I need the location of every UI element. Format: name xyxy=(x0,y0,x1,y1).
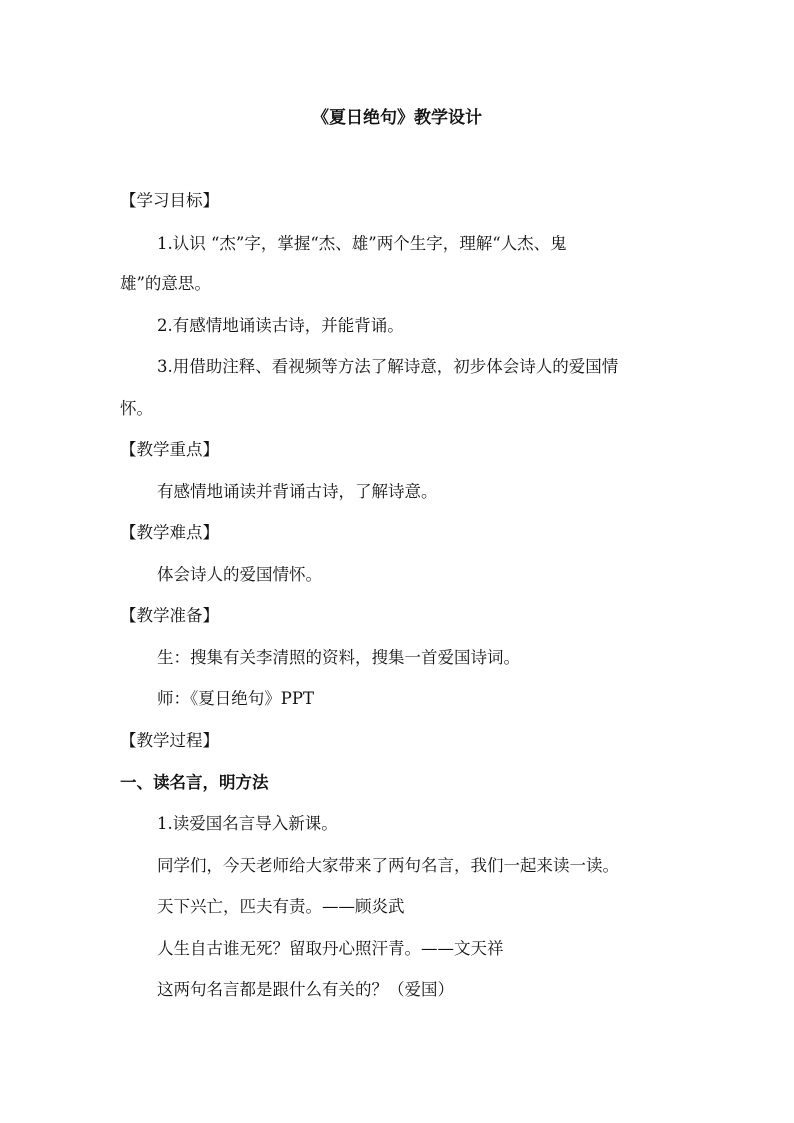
paragraph-line: 生：搜集有关李清照的资料，搜集一首爱国诗词。 xyxy=(157,648,520,667)
paragraph-line: 雄”的意思。 xyxy=(120,274,211,293)
quote-line: 天下兴亡，匹夫有责。——顾炎武 xyxy=(157,897,405,916)
paragraph-line: 怀。 xyxy=(120,399,153,418)
section-heading-key-points: 【教学重点】 xyxy=(120,440,219,459)
quote-line: 人生自古谁无死？留取丹心照汗青。——文天祥 xyxy=(157,939,504,958)
section-heading-difficulties: 【教学难点】 xyxy=(120,523,219,542)
section-heading-learning-goals: 【学习目标】 xyxy=(120,191,219,210)
paragraph-line: 这两句名言都是跟什么有关的？（爱国） xyxy=(157,980,454,999)
paragraph-line: 同学们，今天老师给大家带来了两句名言，我们一起来读一读。 xyxy=(157,856,619,875)
document-title: 《夏日绝句》教学设计 xyxy=(312,108,482,128)
paragraph-line: 1.认识 “杰”字，掌握“杰、雄”两个生字，理解“人杰、鬼 xyxy=(157,234,567,253)
paragraph-line: 2.有感情地诵读古诗，并能背诵。 xyxy=(157,316,404,335)
paragraph-line: 1.读爱国名言导入新课。 xyxy=(157,814,338,833)
paragraph-line: 体会诗人的爱国情怀。 xyxy=(157,565,322,584)
paragraph-line: 师：《夏日绝句》PPT xyxy=(157,689,314,708)
section-heading-process: 【教学过程】 xyxy=(120,731,219,750)
section-heading-preparation: 【教学准备】 xyxy=(120,606,219,625)
subsection-heading: 一、读名言，明方法 xyxy=(120,773,269,792)
paragraph-line: 有感情地诵读并背诵古诗，了解诗意。 xyxy=(157,482,438,501)
paragraph-line: 3.用借助注释、看视频等方法了解诗意，初步体会诗人的爱国情 xyxy=(157,357,619,376)
